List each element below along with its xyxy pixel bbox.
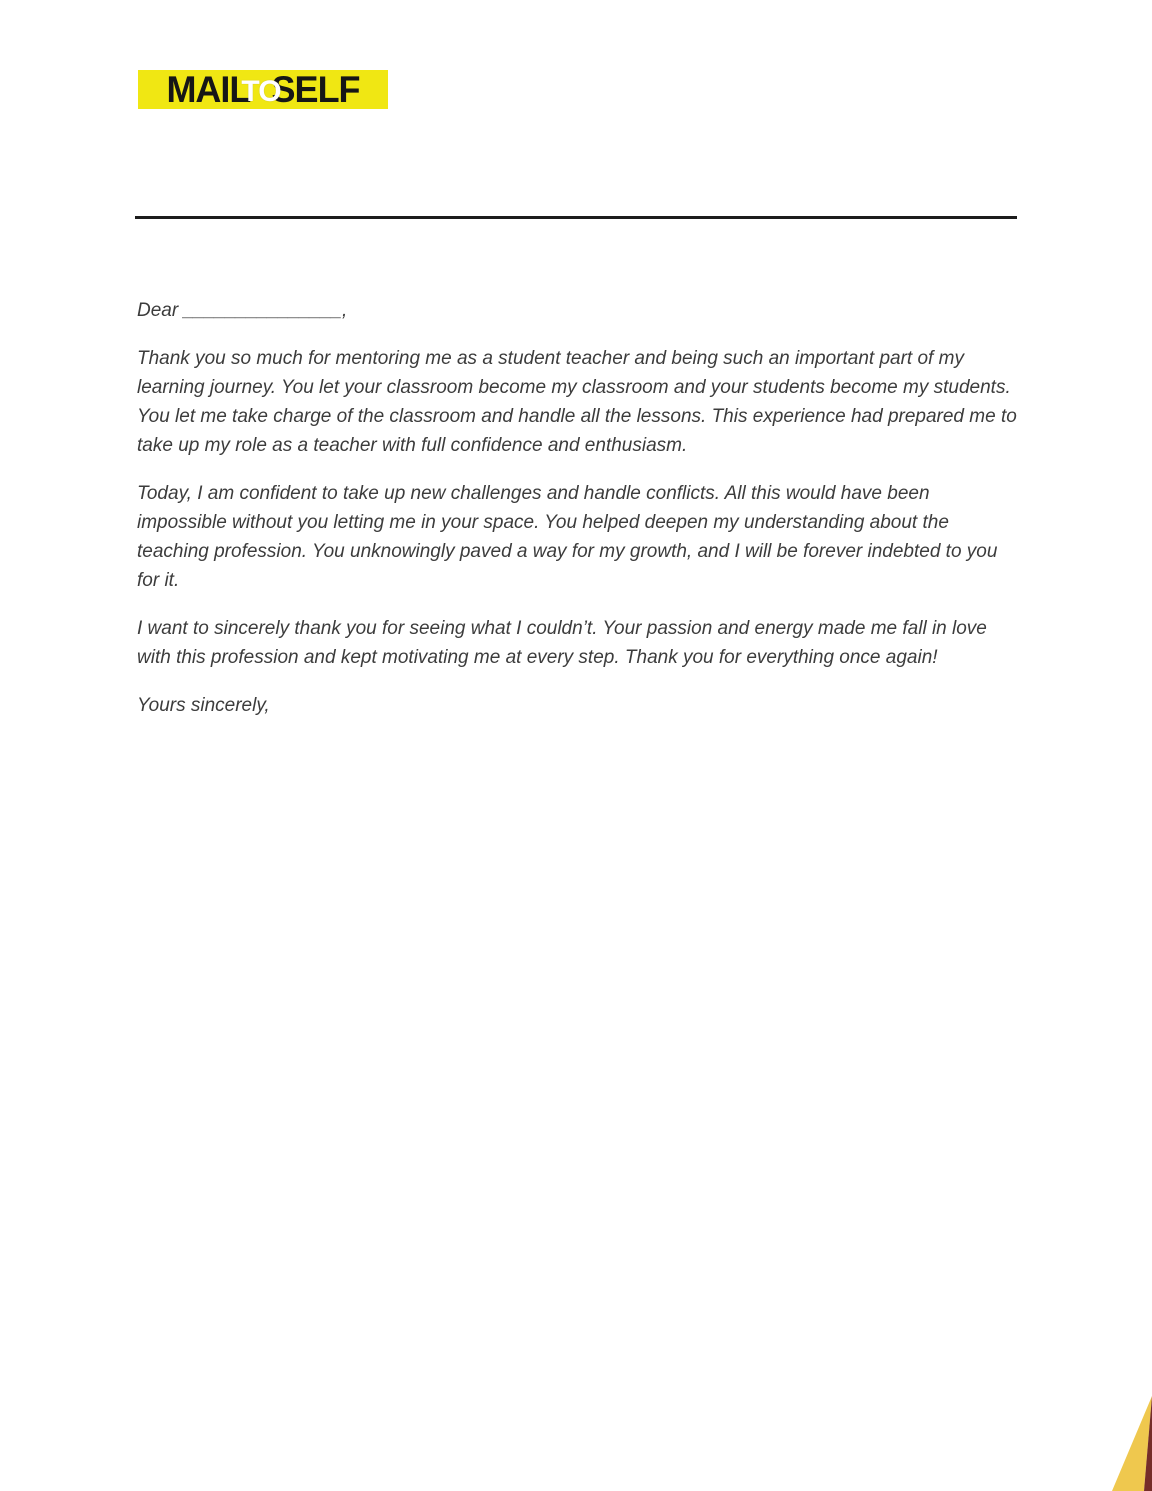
closing: Yours sincerely, [137,695,270,716]
corner-ribbon-decoration [1092,1391,1152,1491]
logo-word-self: SELF [271,68,360,110]
letter-body [137,296,1017,720]
logo-word-mail: MAIL [166,68,251,110]
paragraph: Today, I am confident to take up new challenges and handle conflicts. All this would have been impossible without you letting me in your space. You helped deepen my understanding about the teaching profession. You unknowingly paved a way for my growth, and I will be forever indebted to you for it. [137,483,998,591]
header-divider [135,216,1017,219]
paragraph: Thank you so much for mentoring me as a student teacher and being such an important part of my learning journey. You let your classroom become my classroom and your students become my students. You let me take charge of the classroom and handle all the lessons. This experience had prepared me to take up my role as a teacher with full confidence and enthusiasm. [137,348,1017,456]
paragraph: I want to sincerely thank you for seeing what I couldn’t. Your passion and energy made me fall in love with this profession and kept motivating me at every step. Thank you for everything once again! [137,618,987,668]
mail-to-self-logo [138,70,388,109]
salutation: Dear _______________, [137,300,348,321]
logo-word-to: TO [241,74,281,108]
